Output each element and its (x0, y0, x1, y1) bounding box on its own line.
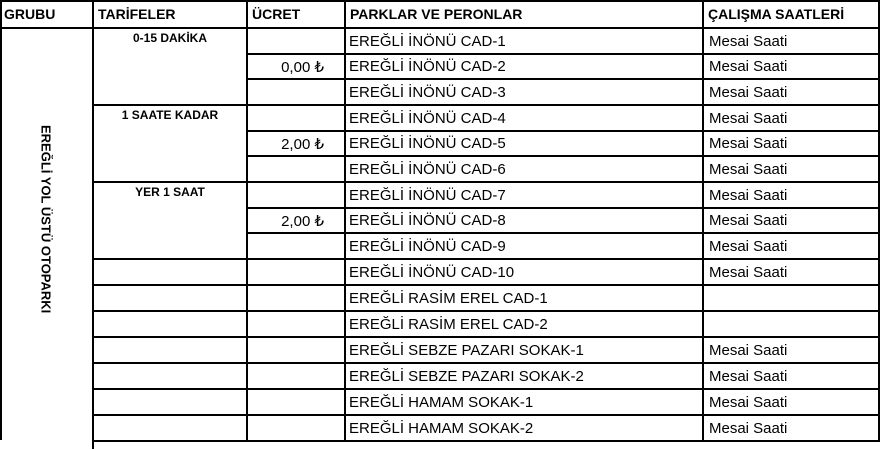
working-hours: Mesai Saati (704, 260, 880, 286)
park-name: EREĞLİ İNÖNÜ CAD-9 (346, 234, 704, 260)
working-hours: Mesai Saati (704, 55, 880, 80)
tariff-empty (94, 286, 248, 312)
working-hours: Mesai Saati (704, 106, 880, 132)
fee-empty (248, 390, 346, 416)
park-name: EREĞLİ İNÖNÜ CAD-1 (346, 29, 704, 55)
header-hours: ÇALIŞMA SAATLERİ (704, 0, 880, 29)
park-name: EREĞLİ İNÖNÜ CAD-5 (346, 132, 704, 157)
tariff-empty (94, 260, 248, 286)
park-name: EREĞLİ İNÖNÜ CAD-2 (346, 55, 704, 80)
fee-empty (248, 312, 346, 338)
header-parks: PARKLAR VE PERONLAR (346, 0, 704, 29)
working-hours: Mesai Saati (704, 364, 880, 390)
fee-empty (248, 338, 346, 364)
fee-empty (248, 183, 346, 209)
tariff-label: YER 1 SAAT (94, 183, 248, 260)
fee-empty (248, 234, 346, 260)
working-hours: Mesai Saati (704, 29, 880, 55)
fee-empty (248, 260, 346, 286)
fee-value: 2,00 ₺ (248, 132, 346, 157)
fee-empty (248, 106, 346, 132)
fee-empty (248, 29, 346, 55)
park-name: EREĞLİ RASİM EREL CAD-2 (346, 312, 704, 338)
park-name: EREĞLİ HAMAM SOKAK-1 (346, 390, 704, 416)
fee-empty (248, 80, 346, 106)
park-name: EREĞLİ HAMAM SOKAK-2 (346, 416, 704, 442)
fee-value: 0,00 ₺ (248, 55, 346, 80)
park-name: EREĞLİ İNÖNÜ CAD-10 (346, 260, 704, 286)
park-name: EREĞLİ SEBZE PAZARI SOKAK-2 (346, 364, 704, 390)
tariff-label: 0-15 DAKİKA (94, 29, 248, 106)
park-name: EREĞLİ İNÖNÜ CAD-6 (346, 157, 704, 183)
fee-empty (248, 286, 346, 312)
tariff-empty (94, 390, 248, 416)
header-group: GRUBU (0, 0, 94, 29)
group-name-cell (0, 29, 94, 449)
header-fee: ÜCRET (248, 0, 346, 29)
tariff-empty (94, 416, 248, 442)
tariff-label: 1 SAATE KADAR (94, 106, 248, 183)
working-hours-empty (704, 312, 880, 338)
fee-value: 2,00 ₺ (248, 209, 346, 234)
tariff-empty (94, 364, 248, 390)
working-hours: Mesai Saati (704, 80, 880, 106)
working-hours: Mesai Saati (704, 132, 880, 157)
park-name: EREĞLİ RASİM EREL CAD-1 (346, 286, 704, 312)
fee-empty (248, 157, 346, 183)
park-name: EREĞLİ İNÖNÜ CAD-7 (346, 183, 704, 209)
tariff-empty (94, 338, 248, 364)
working-hours: Mesai Saati (704, 157, 880, 183)
tariff-empty (94, 312, 248, 338)
working-hours: Mesai Saati (704, 338, 880, 364)
working-hours: Mesai Saati (704, 234, 880, 260)
park-name: EREĞLİ İNÖNÜ CAD-3 (346, 80, 704, 106)
working-hours-empty (704, 286, 880, 312)
working-hours: Mesai Saati (704, 183, 880, 209)
working-hours: Mesai Saati (704, 390, 880, 416)
header-tariffs: TARİFELER (94, 0, 248, 29)
working-hours: Mesai Saati (704, 416, 880, 442)
fee-empty (248, 364, 346, 390)
working-hours: Mesai Saati (704, 209, 880, 234)
park-name: EREĞLİ İNÖNÜ CAD-8 (346, 209, 704, 234)
fee-empty (248, 416, 346, 442)
park-name: EREĞLİ SEBZE PAZARI SOKAK-1 (346, 338, 704, 364)
park-name: EREĞLİ İNÖNÜ CAD-4 (346, 106, 704, 132)
group-name: EREĞLİ YOL ÜSTÜ OTOPARKI (38, 124, 54, 314)
